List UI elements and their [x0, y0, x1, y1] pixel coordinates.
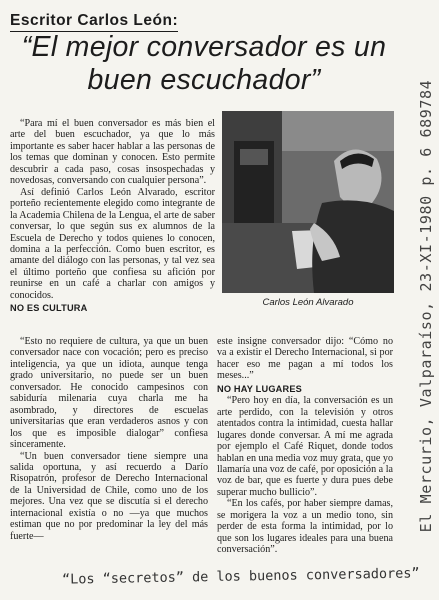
author-photo-image [222, 111, 394, 293]
article-kicker: Escritor Carlos León: [10, 12, 178, 32]
section1-paragraph-1: “Esto no requiere de cultura, ya que un buen conversador nace con vocación; pero es preciso inteligencia, ya que un idiota, aunque tenga grado universitario, no puede ser un buen conversador. He conocido campesinos con sabiduría milenaria cuya charla me ha asombrado, y directores de escuelas universitarias que eran verdaderos asnos y con los que es imposible dialogar” confiesa sinceramente. [10, 336, 208, 451]
body-column-left [10, 336, 208, 542]
section-heading-no-es-cultura: NO ES CULTURA [10, 303, 88, 314]
intro-column [10, 118, 215, 315]
author-photo [222, 111, 394, 293]
handwritten-margin-note: El Mercurio, Valparaíso, 23-XI-1980 p. 6 689784 [417, 79, 435, 533]
photo-caption: Carlos León Alvarado [262, 297, 354, 308]
article-headline: “El mejor conversador es un buen escuchador” [21, 31, 387, 96]
section2-paragraph-1: “Pero hoy en día, la conversación es un arte perdido, con la televisión y otros atentados contra la intimidad, cuesta hallar lugares donde conversar. A mí me agrada por ejemplo el Café Riquet, donde todos hablan en una media voz muy grata, que yo llamaría una voz de café, por oposición a la voz de bar, que es fuerte y dura pues debe superar mucho bullicio”. [217, 395, 393, 498]
body-column-right [217, 336, 393, 556]
intro-paragraph-1: “Para mí el buen conversador es más bien el arte del buen escuchador, ya que lo más importante es saber hacer hablar a las personas de los temas que dominan y conocen. Esto permite descubrir a cada paso, cosas insospechadas y novedosas, conversando con cualquier persona”. [10, 118, 215, 187]
section1-paragraph-2: “Un buen conversador tiene siempre una salida oportuna, y así recuerdo a Darío Risopatrón, profesor de Derecho Internacional de la Universidad de Chile, como uno de los mejores. Una vez que se discutía si el derecho internacional existía o no —ya que muchos estiman que no por predominar la ley del más fuerte— [10, 450, 208, 542]
col3-lead-paragraph: este insigne conversador dijo: “Cómo no va a existir el Derecho Internacional, si por hacer eso me pagan a mí todos los meses...” [217, 336, 393, 382]
section2-paragraph-2: “En los cafés, por haber siempre damas, se morigera la voz a un medio tono, sin perder de esta forma la intimidad, por lo que son los lugares ideales para una buena conversación”. [217, 498, 393, 556]
handwritten-bottom-note: “Los “secretos” de los buenos conversadores” [61, 565, 420, 588]
section-heading-no-hay-lugares: NO HAY LUGARES [217, 383, 302, 394]
intro-paragraph-2: Así definió Carlos León Alvarado, escritor porteño recientemente elegido como integrante de la Academia Chilena de la Lengua, el arte de saber conversar, lo que según sus ex alumnos de la Escuela de Derecho y todos quienes lo conocen, domina a la perfección. Como buen escritor, es amante del diálogo con las personas, y tal vez sea el último porteño que confiesa su afición por reunirse en un café a charlar con amigos y conocidos. [10, 186, 215, 301]
